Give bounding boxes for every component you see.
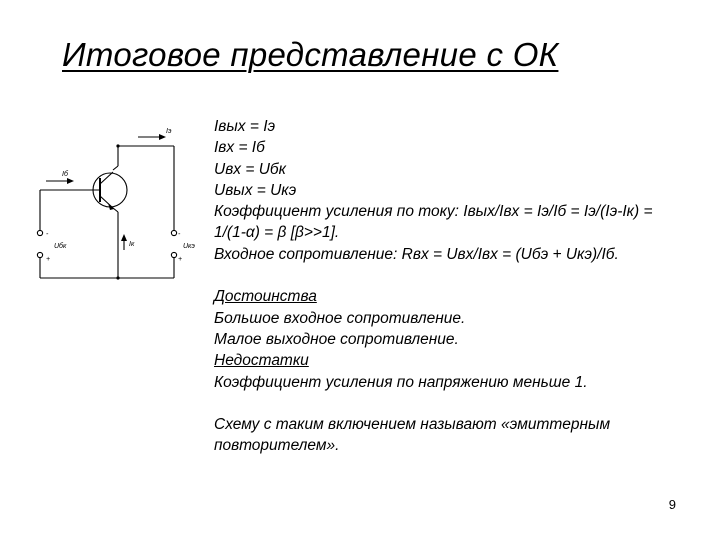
advantages-heading: Достоинства	[214, 288, 317, 306]
output-voltage-label: Uкэ	[183, 243, 195, 250]
page-number: 9	[668, 497, 676, 512]
advantage-item: Малое выходное сопротивление.	[214, 330, 459, 348]
emitter-current-label: Iэ	[166, 128, 172, 135]
input-minus-label: -	[46, 231, 49, 238]
input-resistance-formula: Входное сопротивление: Rвх = Uвх/Iвх = (Uбэ + Uкэ)/Iб.	[214, 245, 619, 263]
formula-line: Iвых = Iэ	[214, 118, 276, 135]
slide-title: Итоговое представление с ОК	[62, 36, 559, 73]
collector-current-label: Iк	[129, 241, 135, 248]
formula-line: Uвых = Uкэ	[214, 181, 297, 199]
output-plus-label: +	[178, 256, 183, 263]
formula-line: Iвх = Iб	[214, 139, 265, 157]
disadvantage-item: Коэффициент усиления по напряжению меньше 1.	[214, 373, 588, 391]
base-current-label: Iб	[62, 171, 68, 178]
input-voltage-label: Uбк	[54, 243, 67, 250]
formula-line: Uвх = Uбк	[214, 160, 286, 178]
input-plus-label: +	[46, 256, 51, 263]
current-gain-formula: Коэффициент усиления по току: Iвых/Iвх = Iэ/Iб = Iэ/(Iэ-Iк) = 1/(1-α) = β [β>>1].	[214, 203, 653, 242]
disadvantages-heading: Недостатки	[214, 352, 309, 370]
slide-body	[214, 116, 664, 457]
conclusion-text: Схему с таким включением называют «эмиттерным повторителем».	[214, 416, 611, 455]
output-minus-label: -	[178, 231, 181, 238]
advantage-item: Большое входное сопротивление.	[214, 309, 466, 327]
